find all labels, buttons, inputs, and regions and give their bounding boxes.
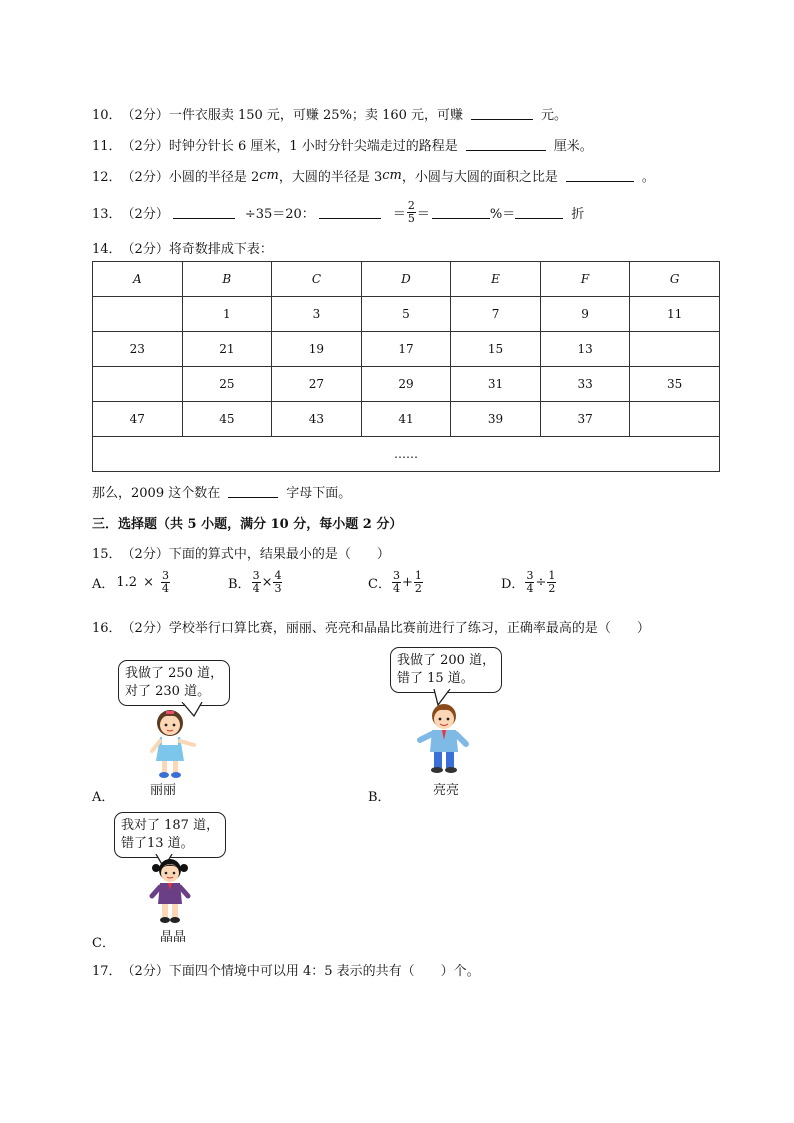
- table-cell: 41: [361, 402, 451, 437]
- unit-cm: cm: [259, 168, 279, 183]
- table-cell: [630, 402, 720, 437]
- bubble-line: 对了 230 道。: [125, 684, 211, 699]
- answer-blank[interactable]: [515, 206, 563, 219]
- answer-blank[interactable]: [566, 169, 634, 182]
- table-cell: 25: [182, 367, 272, 402]
- option-c[interactable]: [368, 570, 424, 595]
- fraction: $\frac{3}{4}$: [526, 569, 534, 595]
- operator: +: [401, 575, 413, 590]
- operator: ÷: [535, 575, 547, 590]
- table-cell: 19: [272, 332, 362, 367]
- unit-cm: cm: [382, 168, 402, 183]
- question-number: 16．: [92, 621, 122, 636]
- table-row: [93, 332, 720, 367]
- answer-blank[interactable]: [228, 485, 278, 498]
- fraction: $\frac{1}{2}$: [414, 569, 422, 595]
- question-score: （2分）: [121, 242, 169, 257]
- operator: ×: [261, 575, 273, 590]
- table-cell: 1: [182, 297, 272, 332]
- question-text: 一件衣服卖 150 元，可赚 25%；卖 160 元，可赚: [168, 108, 464, 123]
- option-a-label[interactable]: A．: [92, 790, 115, 805]
- question-text-suffix: 元。: [541, 108, 568, 123]
- question-10: [92, 104, 567, 123]
- table-row: [93, 297, 720, 332]
- table-cell: 3: [272, 297, 362, 332]
- question-14-followup: [92, 482, 351, 501]
- option-number: 1.2: [116, 575, 138, 590]
- question-number: 12．: [92, 170, 122, 185]
- question-16: [92, 617, 650, 636]
- table-row: [93, 402, 720, 437]
- fraction: $\frac{4}{3}$: [274, 569, 282, 595]
- question-score: （2分）: [121, 170, 169, 185]
- question-score: （2分）: [121, 547, 169, 562]
- odd-number-table: [92, 261, 720, 472]
- table-cell: 23: [93, 332, 183, 367]
- question-text: 小圆的半径是 2: [168, 170, 260, 185]
- name-label-liangliang: 亮亮: [433, 783, 460, 798]
- question-score: （2分）: [121, 108, 169, 123]
- question-score: （2分）: [121, 139, 169, 154]
- table-cell: 33: [540, 367, 630, 402]
- table-cell: 39: [451, 402, 541, 437]
- question-text: ，小圆与大圆的面积之比是: [401, 170, 558, 185]
- table-cell: 47: [93, 402, 183, 437]
- column-header: G: [630, 262, 720, 297]
- followup-text: 那么，2009 这个数在: [92, 486, 221, 501]
- column-header: F: [540, 262, 630, 297]
- table-cell: 17: [361, 332, 451, 367]
- option-c-label[interactable]: C．: [92, 936, 115, 951]
- answer-blank[interactable]: [432, 206, 490, 219]
- question-text: 下面四个情境中可以用 4：5 表示的共有（ ）个。: [168, 964, 480, 979]
- question-14: [92, 238, 273, 257]
- question-number: 10．: [92, 108, 122, 123]
- table-header-row: [93, 262, 720, 297]
- discount-text: 折: [571, 207, 585, 222]
- answer-blank[interactable]: [471, 107, 533, 120]
- question-score: （2分）: [121, 964, 169, 979]
- equals-sign: ＝: [392, 207, 406, 222]
- question-17: [92, 960, 480, 979]
- question-text: 将奇数排成下表：: [168, 242, 273, 257]
- question-text: 下面的算式中，结果最小的是（ ）: [168, 547, 390, 562]
- table-cell: 37: [540, 402, 630, 437]
- bubble-line: 错了 15 道。: [397, 671, 474, 686]
- column-header: E: [451, 262, 541, 297]
- answer-blank[interactable]: [466, 138, 546, 151]
- speech-bubble-lili: [118, 660, 230, 706]
- table-cell: 35: [630, 367, 720, 402]
- question-number: 13．: [92, 207, 122, 222]
- table-cell: 45: [182, 402, 272, 437]
- question-text: 时钟分针长 6 厘米，1 小时分针尖端走过的路程是: [168, 139, 458, 154]
- table-cell: 29: [361, 367, 451, 402]
- table-cell: [93, 297, 183, 332]
- fraction-two-fifths: $\frac{2}{5}$: [407, 199, 415, 225]
- answer-blank[interactable]: [319, 206, 381, 219]
- equals-sign: ＝: [416, 207, 430, 222]
- question-number: 17．: [92, 964, 122, 979]
- boy-liangliang-illustration: [414, 700, 474, 776]
- table-ellipsis: ……: [93, 437, 720, 472]
- option-label: D．: [501, 577, 525, 592]
- speech-bubble-jingjing: [114, 812, 226, 858]
- question-text-suffix: 厘米。: [553, 139, 593, 154]
- table-cell: 21: [182, 332, 272, 367]
- question-15: [92, 543, 390, 562]
- table-cell: 7: [451, 297, 541, 332]
- column-header: D: [361, 262, 451, 297]
- fraction: $\frac{1}{2}$: [548, 569, 556, 595]
- option-b[interactable]: [228, 570, 283, 595]
- table-row: [93, 367, 720, 402]
- speech-bubble-liangliang: [390, 647, 502, 693]
- column-header: C: [272, 262, 362, 297]
- question-number: 15．: [92, 547, 122, 562]
- question-number: 14．: [92, 242, 122, 257]
- bubble-line: 我做了 250 道，: [125, 666, 224, 681]
- question-score: （2分）: [121, 621, 169, 636]
- option-label: B．: [228, 577, 251, 592]
- option-d[interactable]: [501, 570, 557, 595]
- question-12: [92, 166, 655, 185]
- column-header: A: [93, 262, 183, 297]
- table-cell: 5: [361, 297, 451, 332]
- question-number: 11．: [92, 139, 122, 154]
- fraction: $\frac{3}{4}$: [161, 569, 169, 595]
- question-score: （2分）: [121, 207, 169, 222]
- question-text: ，大圆的半径是 3: [278, 170, 383, 185]
- girl-jingjing-illustration: [146, 856, 194, 926]
- table-cell: 9: [540, 297, 630, 332]
- section-heading: 三．选择题（共 5 小题，满分 10 分，每小题 2 分）: [92, 517, 403, 532]
- table-cell: [93, 367, 183, 402]
- question-13: [92, 200, 584, 225]
- percent-text: %＝: [489, 207, 516, 222]
- column-header: B: [182, 262, 272, 297]
- bubble-line: 错了13 道。: [121, 836, 194, 851]
- table-row: [93, 437, 720, 472]
- table-cell: [630, 332, 720, 367]
- division-text: ÷35＝20：: [244, 207, 315, 222]
- fraction: $\frac{3}{4}$: [392, 569, 400, 595]
- table-cell: 11: [630, 297, 720, 332]
- option-b-label[interactable]: B．: [368, 790, 391, 805]
- operator: ×: [143, 575, 154, 590]
- option-label: C．: [368, 577, 391, 592]
- table-cell: 13: [540, 332, 630, 367]
- followup-text-suffix: 字母下面。: [286, 486, 352, 501]
- bubble-line: 我对了 187 道，: [121, 818, 220, 833]
- table-cell: 15: [451, 332, 541, 367]
- bubble-line: 我做了 200 道，: [397, 653, 496, 668]
- question-11: [92, 135, 593, 154]
- name-label-lili: 丽丽: [150, 783, 177, 798]
- girl-lili-illustration: [144, 707, 200, 779]
- fraction: $\frac{3}{4}$: [252, 569, 260, 595]
- question-text: 学校举行口算比赛，丽丽、亮亮和晶晶比赛前进行了练习，正确率最高的是（ ）: [168, 621, 650, 636]
- table-cell: 27: [272, 367, 362, 402]
- question-text-suffix: 。: [641, 170, 655, 185]
- table-cell: 31: [451, 367, 541, 402]
- answer-blank[interactable]: [173, 206, 235, 219]
- name-label-jingjing: 晶晶: [160, 930, 187, 945]
- option-label: A．: [92, 577, 115, 592]
- table-cell: 43: [272, 402, 362, 437]
- option-a[interactable]: [92, 570, 171, 595]
